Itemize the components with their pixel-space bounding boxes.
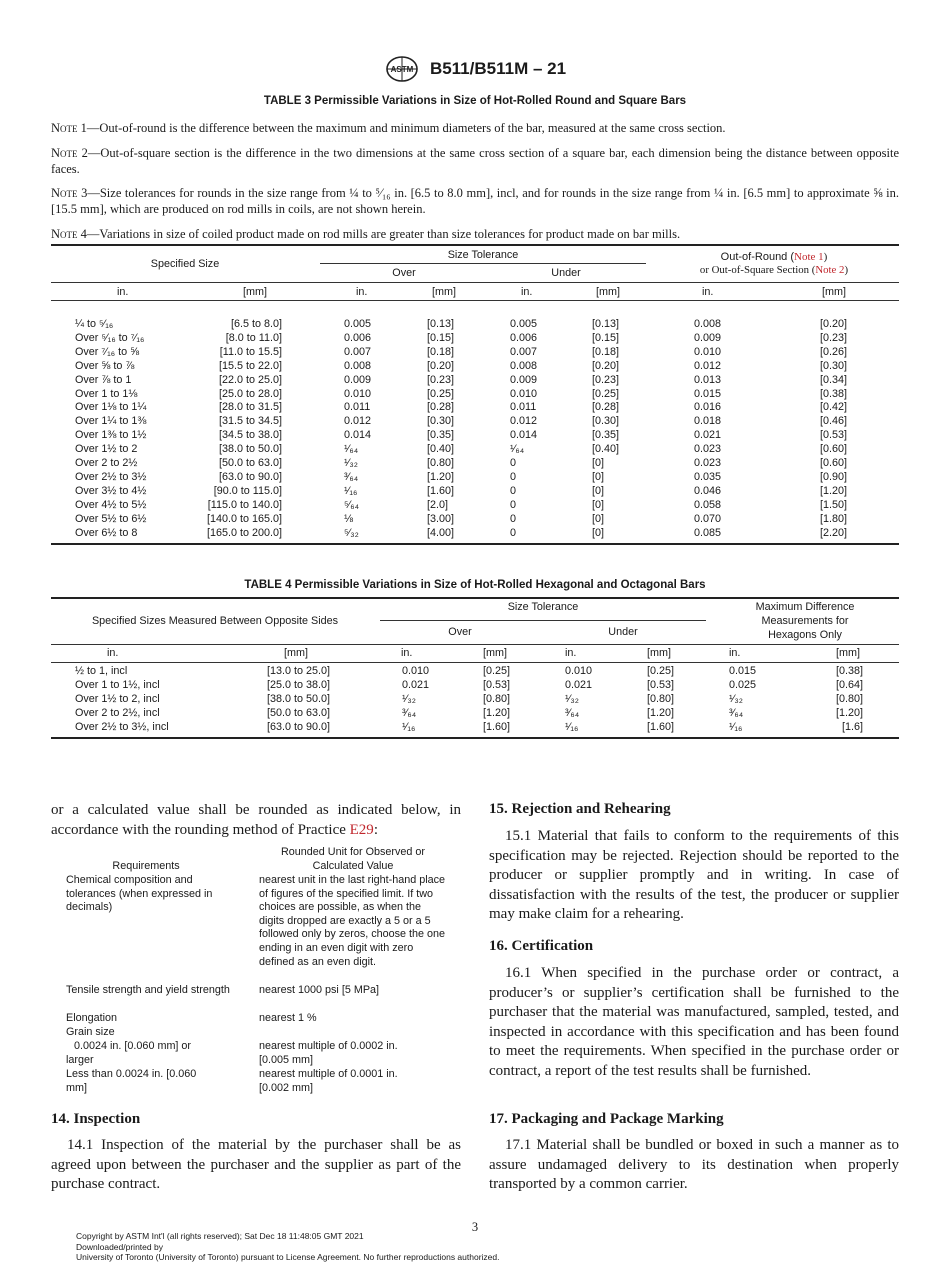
table3-cell: [8.0 to 11.0] xyxy=(225,331,282,344)
table3-cell: [11.0 to 15.5] xyxy=(219,345,282,358)
table4-cell: ¹⁄₃₂ xyxy=(729,693,743,705)
table3-cell: [0.25] xyxy=(592,387,620,400)
table3-cell: 0.010 xyxy=(694,345,722,358)
table3-row xyxy=(51,485,899,499)
table3-cell: ¹⁄₁₆ xyxy=(344,484,358,497)
table3-cell: 0.009 xyxy=(510,373,538,386)
table3-cell: 0.007 xyxy=(344,345,372,358)
table4-cell: [13.0 to 25.0] xyxy=(266,665,330,677)
section-16-text: 16.1 When specified in the purchase order or contract, a producer’s or supplier’s certification shall be furnished to the purchaser that the material was manufactured, sampled, tested, and inspected in accordance with this specification and has been found to meet the requirements. When specified in the purchase order or contract, a report of the test results shall be furnished. xyxy=(489,965,899,1079)
rounding-unit-6: nearest multiple of 0.0001 in. [0.002 mm] xyxy=(259,1068,398,1094)
table3-head-rule xyxy=(51,282,899,283)
table3-cell: [0.15] xyxy=(592,331,620,344)
section-15-text: 15.1 Material that fails to conform to the requirements of this specification may be rejected. Rejection should be reported to the producer or supplier promptly and in writing. In case of dissatisfaction with the results of the test, the producer or supplier may make claim for a rehearing. xyxy=(489,828,899,922)
table3-cell: 0.018 xyxy=(694,415,722,428)
rounding-req-6: Less than 0.0024 in. [0.060 mm] xyxy=(66,1068,197,1094)
table3-cell: [0.23] xyxy=(592,373,620,386)
table3-cell: [90.0 to 115.0] xyxy=(213,484,282,497)
e29-link[interactable]: E29 xyxy=(349,821,374,838)
table3-cell: Over 1¼ to 1⅜ xyxy=(75,415,147,428)
table4-head-over: Over xyxy=(448,626,472,638)
table4-cell: ³⁄₆₄ xyxy=(402,707,417,719)
table3-row xyxy=(51,374,899,388)
table3-row xyxy=(51,499,899,513)
table3-cell: 0.008 xyxy=(694,318,722,330)
table3-cell: 0.011 xyxy=(344,401,371,414)
table4-cell: [0.64] xyxy=(835,679,863,691)
table3-cell: [0.35] xyxy=(592,429,620,442)
table3-cell: [0.30] xyxy=(427,415,455,428)
table3-cell: [0.13] xyxy=(427,318,455,330)
table3-cell: 0 xyxy=(510,512,517,525)
table3-cell: [15.5 to 22.0] xyxy=(218,359,282,372)
table3-cell: [0.40] xyxy=(427,443,455,456)
table4-cell: [0.80] xyxy=(647,693,675,705)
table4-cell: [25.0 to 38.0] xyxy=(266,679,330,691)
table4-cell: 0.025 xyxy=(729,679,757,691)
table3-cell: [2.0] xyxy=(427,498,449,511)
table3-cell: 0 xyxy=(510,470,517,483)
table3-cell: 0.010 xyxy=(510,387,538,400)
table3-cell: [1.20] xyxy=(820,484,848,497)
table3-cell: 0.012 xyxy=(694,359,722,372)
table3-row xyxy=(51,318,899,332)
table4-cell: [63.0 to 90.0] xyxy=(266,721,330,733)
table3-row xyxy=(51,401,899,415)
table3-cell: [0.23] xyxy=(427,373,455,386)
table3-cell: Over 1⅜ to 1½ xyxy=(75,429,147,442)
table3-cell: [0.42] xyxy=(820,401,848,414)
table3-cell: Over 1 to 1⅛ xyxy=(75,387,138,400)
table4-cell: [1.20] xyxy=(647,707,675,719)
astm-logo-icon xyxy=(384,55,420,83)
table3-caption: TABLE 3 Permissible Variations in Size of Hot-Rolled Round and Square Bars xyxy=(263,95,687,107)
table4-row xyxy=(51,707,899,721)
table4-cell: [38.0 to 50.0] xyxy=(266,693,330,705)
section-15-title: 15. Rejection and Rehearing xyxy=(489,801,671,817)
table3-cell: 0.015 xyxy=(694,387,722,400)
table3-cell: ⁵⁄₃₂ xyxy=(344,526,359,539)
table4-cell: [1.60] xyxy=(647,721,675,733)
table3-cell: [22.0 to 25.0] xyxy=(218,373,282,386)
table3-cell: 0.012 xyxy=(510,415,538,428)
table3-cell: [0] xyxy=(592,512,605,525)
table3-cell: 0.010 xyxy=(344,387,372,400)
table3-cell: [50.0 to 63.0] xyxy=(218,457,282,469)
table3-cell: Over ⁵⁄₁₆ to ⁷⁄₁₆ xyxy=(75,331,145,344)
table3-cell: [0] xyxy=(592,526,605,539)
table4-units-row: in. [mm] in. [mm] in. [mm] in. [mm] xyxy=(107,647,860,659)
table3-cell: 0.009 xyxy=(694,331,722,344)
table4-bottom-rule xyxy=(51,737,899,739)
table3-cell: [0.53] xyxy=(820,429,848,442)
table3-cell: [0.13] xyxy=(592,318,620,330)
footer-line-2: Downloaded/printed by xyxy=(76,1241,163,1252)
table4-row xyxy=(51,679,899,693)
section-17-title: 17. Packaging and Package Marking xyxy=(489,1111,724,1127)
table3-cell: Over 2 to 2½ xyxy=(75,457,138,469)
table3-cell: 0.058 xyxy=(694,498,722,511)
table4-cell: [1.6] xyxy=(841,721,863,733)
table3-cell: 0 xyxy=(510,457,517,469)
table4-cell: [0.25] xyxy=(483,665,511,677)
table3-cell: Over 2½ to 3½ xyxy=(75,470,147,483)
table4-row xyxy=(51,693,899,707)
table3-cell: 0.005 xyxy=(510,318,538,330)
table3-row xyxy=(51,471,899,485)
table3-row xyxy=(51,443,899,457)
table3-cell: [0.46] xyxy=(820,415,848,428)
table3-cell: 0.016 xyxy=(694,401,722,414)
table3-cell: ¹⁄₆₄ xyxy=(344,443,359,456)
table3-row xyxy=(51,346,899,360)
table4-cell: 0.010 xyxy=(565,665,593,677)
table3-cell: [4.00] xyxy=(427,526,455,539)
table3-row xyxy=(51,360,899,374)
table3-cell: 0.021 xyxy=(694,429,722,442)
table3-cell: 0 xyxy=(510,484,517,497)
table4-cell: ¹⁄₁₆ xyxy=(402,721,416,733)
table4-cell: ½ to 1, incl xyxy=(75,665,128,677)
table3-head-under: Under xyxy=(551,267,581,279)
table4-tolerance-rule xyxy=(380,620,706,621)
table3-cell: [0.26] xyxy=(820,345,848,358)
table3-cell: [1.60] xyxy=(427,484,455,497)
table4-cell: 0.021 xyxy=(565,679,593,691)
table4-cell: Over 1 to 1½, incl xyxy=(75,679,160,691)
table4-cell: ³⁄₆₄ xyxy=(729,707,744,719)
table3-cell: 0.012 xyxy=(344,415,372,428)
table3-cell: [6.5 to 8.0] xyxy=(230,318,282,330)
table3-cell: [28.0 to 31.5] xyxy=(218,401,282,414)
table3-note-3: Note 3—Size tolerances for rounds in the size range from ¼ to ⁵⁄₁₆ in. [6.5 to 8.0 mm], incl, and for rounds in the size range from ¼ in. [6.5 mm] to approximate ⅝ in. [15.5 mm], which are produced on rod mills in coils, are not shown herein. xyxy=(51,186,899,216)
table3-head-specified-size: Specified Size xyxy=(150,258,220,270)
table3-cell: Over 3½ to 4½ xyxy=(75,484,147,497)
table3-cell: 0.023 xyxy=(694,457,722,469)
section-14-title: 14. Inspection xyxy=(51,1111,141,1127)
table3-cell: [0.34] xyxy=(820,373,848,386)
table4-cell: [0.80] xyxy=(483,693,511,705)
table3-cell: [34.5 to 38.0] xyxy=(218,429,282,442)
table3-cell: Over 5½ to 6½ xyxy=(75,512,147,525)
table3-cell: 0.009 xyxy=(344,373,372,386)
document-id: B511/B511M – 21 xyxy=(429,59,567,78)
table4-cell: ¹⁄₃₂ xyxy=(565,693,579,705)
table3-cell: [3.00] xyxy=(427,512,455,525)
section-16-title: 16. Certification xyxy=(489,938,594,954)
rounding-head-right: Rounded Unit for Observed or Calculated Value xyxy=(280,846,426,872)
table3-cell: [0.20] xyxy=(592,359,620,372)
table4-cell: ¹⁄₁₆ xyxy=(729,721,743,733)
table3-cell: [0.28] xyxy=(592,401,620,414)
table4-cell: [0.53] xyxy=(483,679,511,691)
table3-head-out-of-round: Out-of-Round (Note 1) xyxy=(720,251,828,263)
table4-cell: ³⁄₆₄ xyxy=(565,707,580,719)
table3-cell: 0.008 xyxy=(344,359,372,372)
table4-units-rule xyxy=(51,662,899,663)
note-2-link[interactable]: Note 2 xyxy=(815,264,845,276)
table4-cell: [1.60] xyxy=(483,721,511,733)
table3-cell: [0] xyxy=(592,457,605,469)
table3-note-2: Note 2—Out-of-square section is the difference in the two dimensions at the same cross section of a square bar, each dimension being the distance between opposite faces. xyxy=(51,146,899,176)
table3-cell: ³⁄₆₄ xyxy=(344,470,359,483)
table3-cell: ⁵⁄₆₄ xyxy=(344,498,360,511)
table3-cell: 0.023 xyxy=(694,443,722,456)
table3-row xyxy=(51,513,899,527)
table4-row xyxy=(51,665,899,679)
table3-cell: [165.0 to 200.0] xyxy=(206,526,282,539)
table3-cell: Over ⅝ to ⅞ xyxy=(75,359,135,372)
rounding-intro: or a calculated value shall be rounded as indicated below, in accordance with the rounding method of Practice E29: xyxy=(51,802,461,838)
table3-row xyxy=(51,527,899,541)
table4-cell: ¹⁄₁₆ xyxy=(565,721,579,733)
table3-units-row: in. [mm] in. [mm] in. [mm] in. [mm] xyxy=(117,286,846,298)
table4-head-maxdiff-1: Maximum Difference xyxy=(755,601,855,613)
table3-row xyxy=(51,332,899,346)
table4-head-maxdiff-3: Hexagons Only xyxy=(768,629,842,641)
table3-cell: ⅛ xyxy=(344,512,354,525)
table4-top-rule xyxy=(51,597,899,599)
table3-cell: [0.30] xyxy=(820,359,848,372)
table3-cell: [0.18] xyxy=(592,345,620,358)
table4-cell: 0.021 xyxy=(402,679,430,691)
table3-cell: [0.20] xyxy=(820,318,848,330)
table3-cell: Over ⁷⁄₁₆ to ⅝ xyxy=(75,345,140,358)
table3-cell: [2.20] xyxy=(820,526,848,539)
table3-top-rule xyxy=(51,244,899,246)
table3-cell: ¹⁄₆₄ xyxy=(510,443,525,456)
table4-cell: 0.015 xyxy=(729,665,757,677)
table3-row xyxy=(51,415,899,429)
table4-cell: 0.010 xyxy=(402,665,430,677)
table3-cell: [140.0 to 165.0] xyxy=(206,512,282,525)
table3-cell: [38.0 to 50.0] xyxy=(218,443,282,456)
page-header xyxy=(0,55,950,83)
table3-cell: [31.5 to 34.5] xyxy=(218,415,282,428)
table4-cell: Over 2½ to 3½, incl xyxy=(75,721,169,733)
section-17-text: 17.1 Material shall be bundled or boxed in such a manner as to assure undamaged delivery to its destination when properly transported by a common carrier. xyxy=(489,1137,899,1192)
table3-cell: [0] xyxy=(592,484,605,497)
table3-head-over: Over xyxy=(392,267,416,279)
table4-cell: Over 2 to 2½, incl xyxy=(75,707,160,719)
footer-line-1: Copyright by ASTM Int'l (all rights reserved); Sat Dec 18 11:48:05 GMT 2021 xyxy=(76,1231,364,1241)
table3-cell: [1.50] xyxy=(820,498,848,511)
table3-note-4: Note 4—Variations in size of coiled product made on rod mills are greater than size tolerances for product made on bar mills. xyxy=(51,227,681,241)
table3-cell: [0] xyxy=(592,498,605,511)
table4-cell: [50.0 to 63.0] xyxy=(266,707,330,719)
table3-cell: 0.085 xyxy=(694,526,722,539)
table3-cell: [0.38] xyxy=(820,387,848,400)
copyright-footer xyxy=(76,1231,500,1263)
table3-cell: [0.60] xyxy=(820,457,848,469)
table3-cell: 0.006 xyxy=(510,331,538,344)
table3-cell: Over 1⅛ to 1¼ xyxy=(75,401,147,414)
rounding-req-2: Tensile strength and yield strength xyxy=(66,984,230,996)
rounding-unit-2: nearest 1000 psi [5 MPa] xyxy=(259,984,380,996)
table3-cell: [115.0 to 140.0] xyxy=(207,498,282,511)
table3-cell: 0.013 xyxy=(694,373,722,386)
table3-row xyxy=(51,429,899,443)
table3-cell: [1.80] xyxy=(820,512,848,525)
rounding-unit-1: nearest unit in the last right-hand place of figures of the specified limit. If two choices are possible, as when the digits dropped are exactly a 5 or a 5 followed only by zeros, choose the one ending in an even digit with zero defined as an even digit. xyxy=(259,874,446,968)
table3-cell: 0.046 xyxy=(694,484,722,497)
table3-units-rule xyxy=(51,300,899,301)
table3-cell: 0 xyxy=(510,526,517,539)
table4-cell: ¹⁄₃₂ xyxy=(402,693,416,705)
table3-bottom-rule xyxy=(51,543,899,545)
table4-cell: Over 1½ to 2, incl xyxy=(75,693,160,705)
table3-cell: 0.006 xyxy=(344,331,372,344)
table3-cell: Over 1½ to 2 xyxy=(75,443,138,456)
page-number: 3 xyxy=(471,1220,479,1234)
table4-head-rule xyxy=(51,644,899,645)
table4-cell: [0.38] xyxy=(835,665,863,677)
table3-cell: [0.28] xyxy=(427,401,455,414)
table3-cell: ¼ to ⁵⁄₁₆ xyxy=(75,318,114,330)
table3-cell: [25.0 to 28.0] xyxy=(218,387,282,400)
footer-line-3: University of Toronto (University of Toronto) pursuant to License Agreement. No further reproductions authorized. xyxy=(76,1252,500,1262)
table3-cell: [0.35] xyxy=(427,429,455,442)
logo-text: ASTM xyxy=(390,65,414,74)
table3-cell: [0.20] xyxy=(427,359,455,372)
table3-cell: [0.90] xyxy=(820,470,848,483)
rounding-head-left: Requirements xyxy=(112,860,180,872)
table3-cell: 0.014 xyxy=(510,429,538,442)
table3-cell: ¹⁄₃₂ xyxy=(344,457,358,469)
table4-cell: [1.20] xyxy=(483,707,511,719)
table3-cell: [0.18] xyxy=(427,345,455,358)
table3-cell: 0.070 xyxy=(694,512,722,525)
table4-cell: [1.20] xyxy=(835,707,863,719)
table3-cell: 0.014 xyxy=(344,429,372,442)
table3-cell: [0.23] xyxy=(820,331,848,344)
rounding-req-3: Elongation xyxy=(66,1012,118,1024)
table3-row xyxy=(51,457,899,471)
rounding-unit-5: nearest multiple of 0.0002 in. [0.005 mm] xyxy=(259,1040,398,1066)
table3-cell: Over 4½ to 5½ xyxy=(75,498,147,511)
table4-head-size-tolerance: Size Tolerance xyxy=(507,601,579,613)
table3-cell: Over 6½ to 8 xyxy=(75,526,138,539)
table3-note-1: Note 1—Out-of-round is the difference between the maximum and minimum diameters of the bar, measured at the same cross section. xyxy=(51,121,726,135)
table3-cell: [0.60] xyxy=(820,443,848,456)
rounding-req-4: Grain size xyxy=(66,1026,115,1038)
table3-cell: [0.25] xyxy=(427,387,455,400)
table3-cell: [63.0 to 90.0] xyxy=(218,470,282,483)
table3-cell: [1.20] xyxy=(427,470,455,483)
table4-row xyxy=(51,721,899,735)
table4-head-specified: Specified Sizes Measured Between Opposite Sides xyxy=(91,615,339,627)
table4-head-under: Under xyxy=(608,626,638,638)
table4-caption: TABLE 4 Permissible Variations in Size of Hot-Rolled Hexagonal and Octagonal Bars xyxy=(244,579,706,591)
table3-cell: Over ⅞ to 1 xyxy=(75,373,132,386)
table3-cell: 0.008 xyxy=(510,359,538,372)
rounding-req-5: 0.0024 in. [0.060 mm] or larger xyxy=(66,1040,192,1066)
table3-cell: 0.007 xyxy=(510,345,538,358)
table3-head-size-tolerance: Size Tolerance xyxy=(447,249,519,261)
table4-cell: [0.25] xyxy=(647,665,675,677)
table3-tolerance-rule xyxy=(320,263,646,264)
table3-cell: [0.15] xyxy=(427,331,455,344)
table4-cell: [0.80] xyxy=(835,693,863,705)
table3-cell: [0.80] xyxy=(427,457,455,469)
table3-cell: 0.011 xyxy=(510,401,537,414)
table3-head-out-of-square: or Out-of-Square Section (Note 2) xyxy=(699,264,849,276)
table4-cell: [0.53] xyxy=(647,679,675,691)
rounding-req-1: Chemical composition and tolerances (when expressed in decimals) xyxy=(66,874,213,914)
table3-cell: [0.40] xyxy=(592,443,620,456)
section-14-text: 14.1 Inspection of the material by the purchaser shall be as agreed upon between the purchaser and the supplier as part of the purchase contract. xyxy=(51,1137,461,1192)
table3-cell: [0] xyxy=(592,470,605,483)
table3-cell: 0 xyxy=(510,498,517,511)
table3-cell: 0.035 xyxy=(694,470,722,483)
table3-row xyxy=(51,388,899,402)
note-1-link[interactable]: Note 1 xyxy=(794,251,824,263)
table4-head-maxdiff-2: Measurements for xyxy=(761,615,849,627)
rounding-unit-3: nearest 1 % xyxy=(259,1012,317,1024)
table3-cell: 0.005 xyxy=(344,318,372,330)
table3-cell: [0.30] xyxy=(592,415,620,428)
